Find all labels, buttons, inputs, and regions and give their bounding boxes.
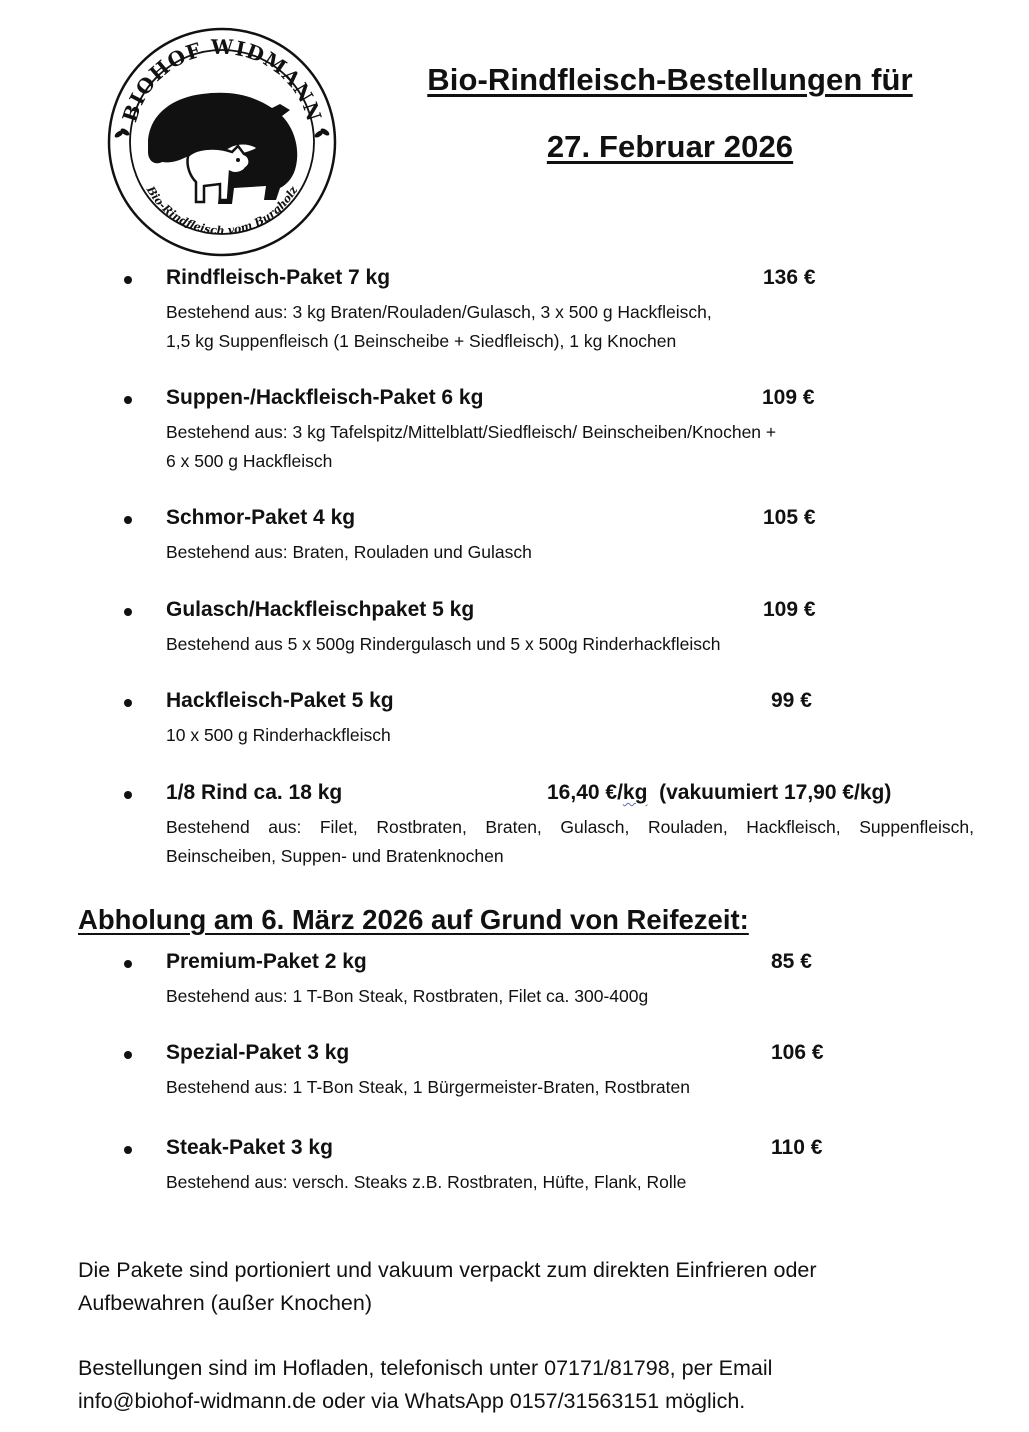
bullet-icon [124, 608, 132, 616]
package-price: 16,40 €/kg (vakuumiert 17,90 €/kg) [547, 781, 892, 804]
package-price: 136 € [763, 266, 816, 289]
package-name: Steak-Paket 3 kg [166, 1136, 333, 1159]
package-price: 106 € [771, 1041, 824, 1064]
package-name: Hackfleisch-Paket 5 kg [166, 689, 394, 712]
package-price: 85 € [771, 950, 812, 973]
package-name: Rindfleisch-Paket 7 kg [166, 266, 391, 289]
package-description: Bestehend aus 5 x 500g Rindergulasch und 5 x 500g Rinderhackfleisch [166, 634, 721, 654]
package-description: Bestehend aus: 1 T-Bon Steak, 1 Bürgermeister-Braten, Rostbraten [166, 1077, 690, 1097]
bullet-icon [124, 1051, 132, 1059]
ordering-note: Bestellungen sind im Hofladen, telefonisch unter 07171/81798, per Email info@biohof-widmann.de oder via WhatsApp 0157/31563151 möglich. [78, 1356, 773, 1413]
package-description: Bestehend aus: versch. Steaks z.B. Rostbraten, Hüfte, Flank, Rolle [166, 1172, 687, 1192]
bullet-icon [124, 960, 132, 968]
bullet-icon [124, 699, 132, 707]
logo-top-text: BIOHOF WIDMANN [117, 34, 327, 125]
bullet-icon [124, 1146, 132, 1154]
package-description: Bestehend aus: Filet, Rostbraten, Braten, Gulasch, Rouladen, Hackfleisch, Suppenfleisch, Beinscheiben, Suppen- und Bratenknochen [166, 817, 974, 866]
page-title-line1: Bio-Rindfleisch-Bestellungen für [427, 62, 913, 97]
logo-bottom-text: Bio-Rindfleisch vom Burgholz [143, 183, 301, 238]
package-price: 105 € [763, 506, 816, 529]
package-description: Bestehend aus: 1 T-Bon Steak, Rostbraten, Filet ca. 300-400g [166, 986, 649, 1006]
packaging-note: Die Pakete sind portioniert und vakuum verpackt zum direkten Einfrieren oder Aufbewahren (außer Knochen) [78, 1258, 817, 1315]
package-description: Bestehend aus: Braten, Rouladen und Gulasch [166, 542, 532, 562]
bullet-icon [124, 791, 132, 799]
bullet-icon [124, 516, 132, 524]
package-description: 10 x 500 g Rinderhackfleisch [166, 725, 391, 745]
biohof-widmann-logo [104, 24, 340, 260]
package-description: Bestehend aus: 3 kg Tafelspitz/Mittelblatt/Siedfleisch/ Beinscheiben/Knochen + 6 x 500 g Hackfleisch [166, 422, 777, 471]
package-price: 109 € [763, 598, 816, 621]
package-name: Premium-Paket 2 kg [166, 950, 367, 973]
package-name: Gulasch/Hackfleischpaket 5 kg [166, 598, 475, 621]
package-name: Schmor-Paket 4 kg [166, 506, 356, 529]
page-title-date: 27. Februar 2026 [546, 129, 794, 164]
package-price: 110 € [771, 1136, 823, 1159]
bullet-icon [124, 396, 132, 404]
package-price: 109 € [762, 386, 815, 409]
pickup-section-heading: Abholung am 6. März 2026 auf Grund von Reifezeit: [78, 904, 749, 935]
bullet-icon [124, 276, 132, 284]
package-description: Bestehend aus: 3 kg Braten/Rouladen/Gulasch, 3 x 500 g Hackfleisch, 1,5 kg Suppenfleisch (1 Beinscheibe + Siedfleisch), 1 kg Knochen [166, 302, 712, 351]
package-price: 99 € [771, 689, 812, 712]
package-name: Suppen-/Hackfleisch-Paket 6 kg [166, 386, 484, 409]
package-name: Spezial-Paket 3 kg [166, 1041, 350, 1064]
package-name: 1/8 Rind ca. 18 kg [166, 781, 343, 804]
